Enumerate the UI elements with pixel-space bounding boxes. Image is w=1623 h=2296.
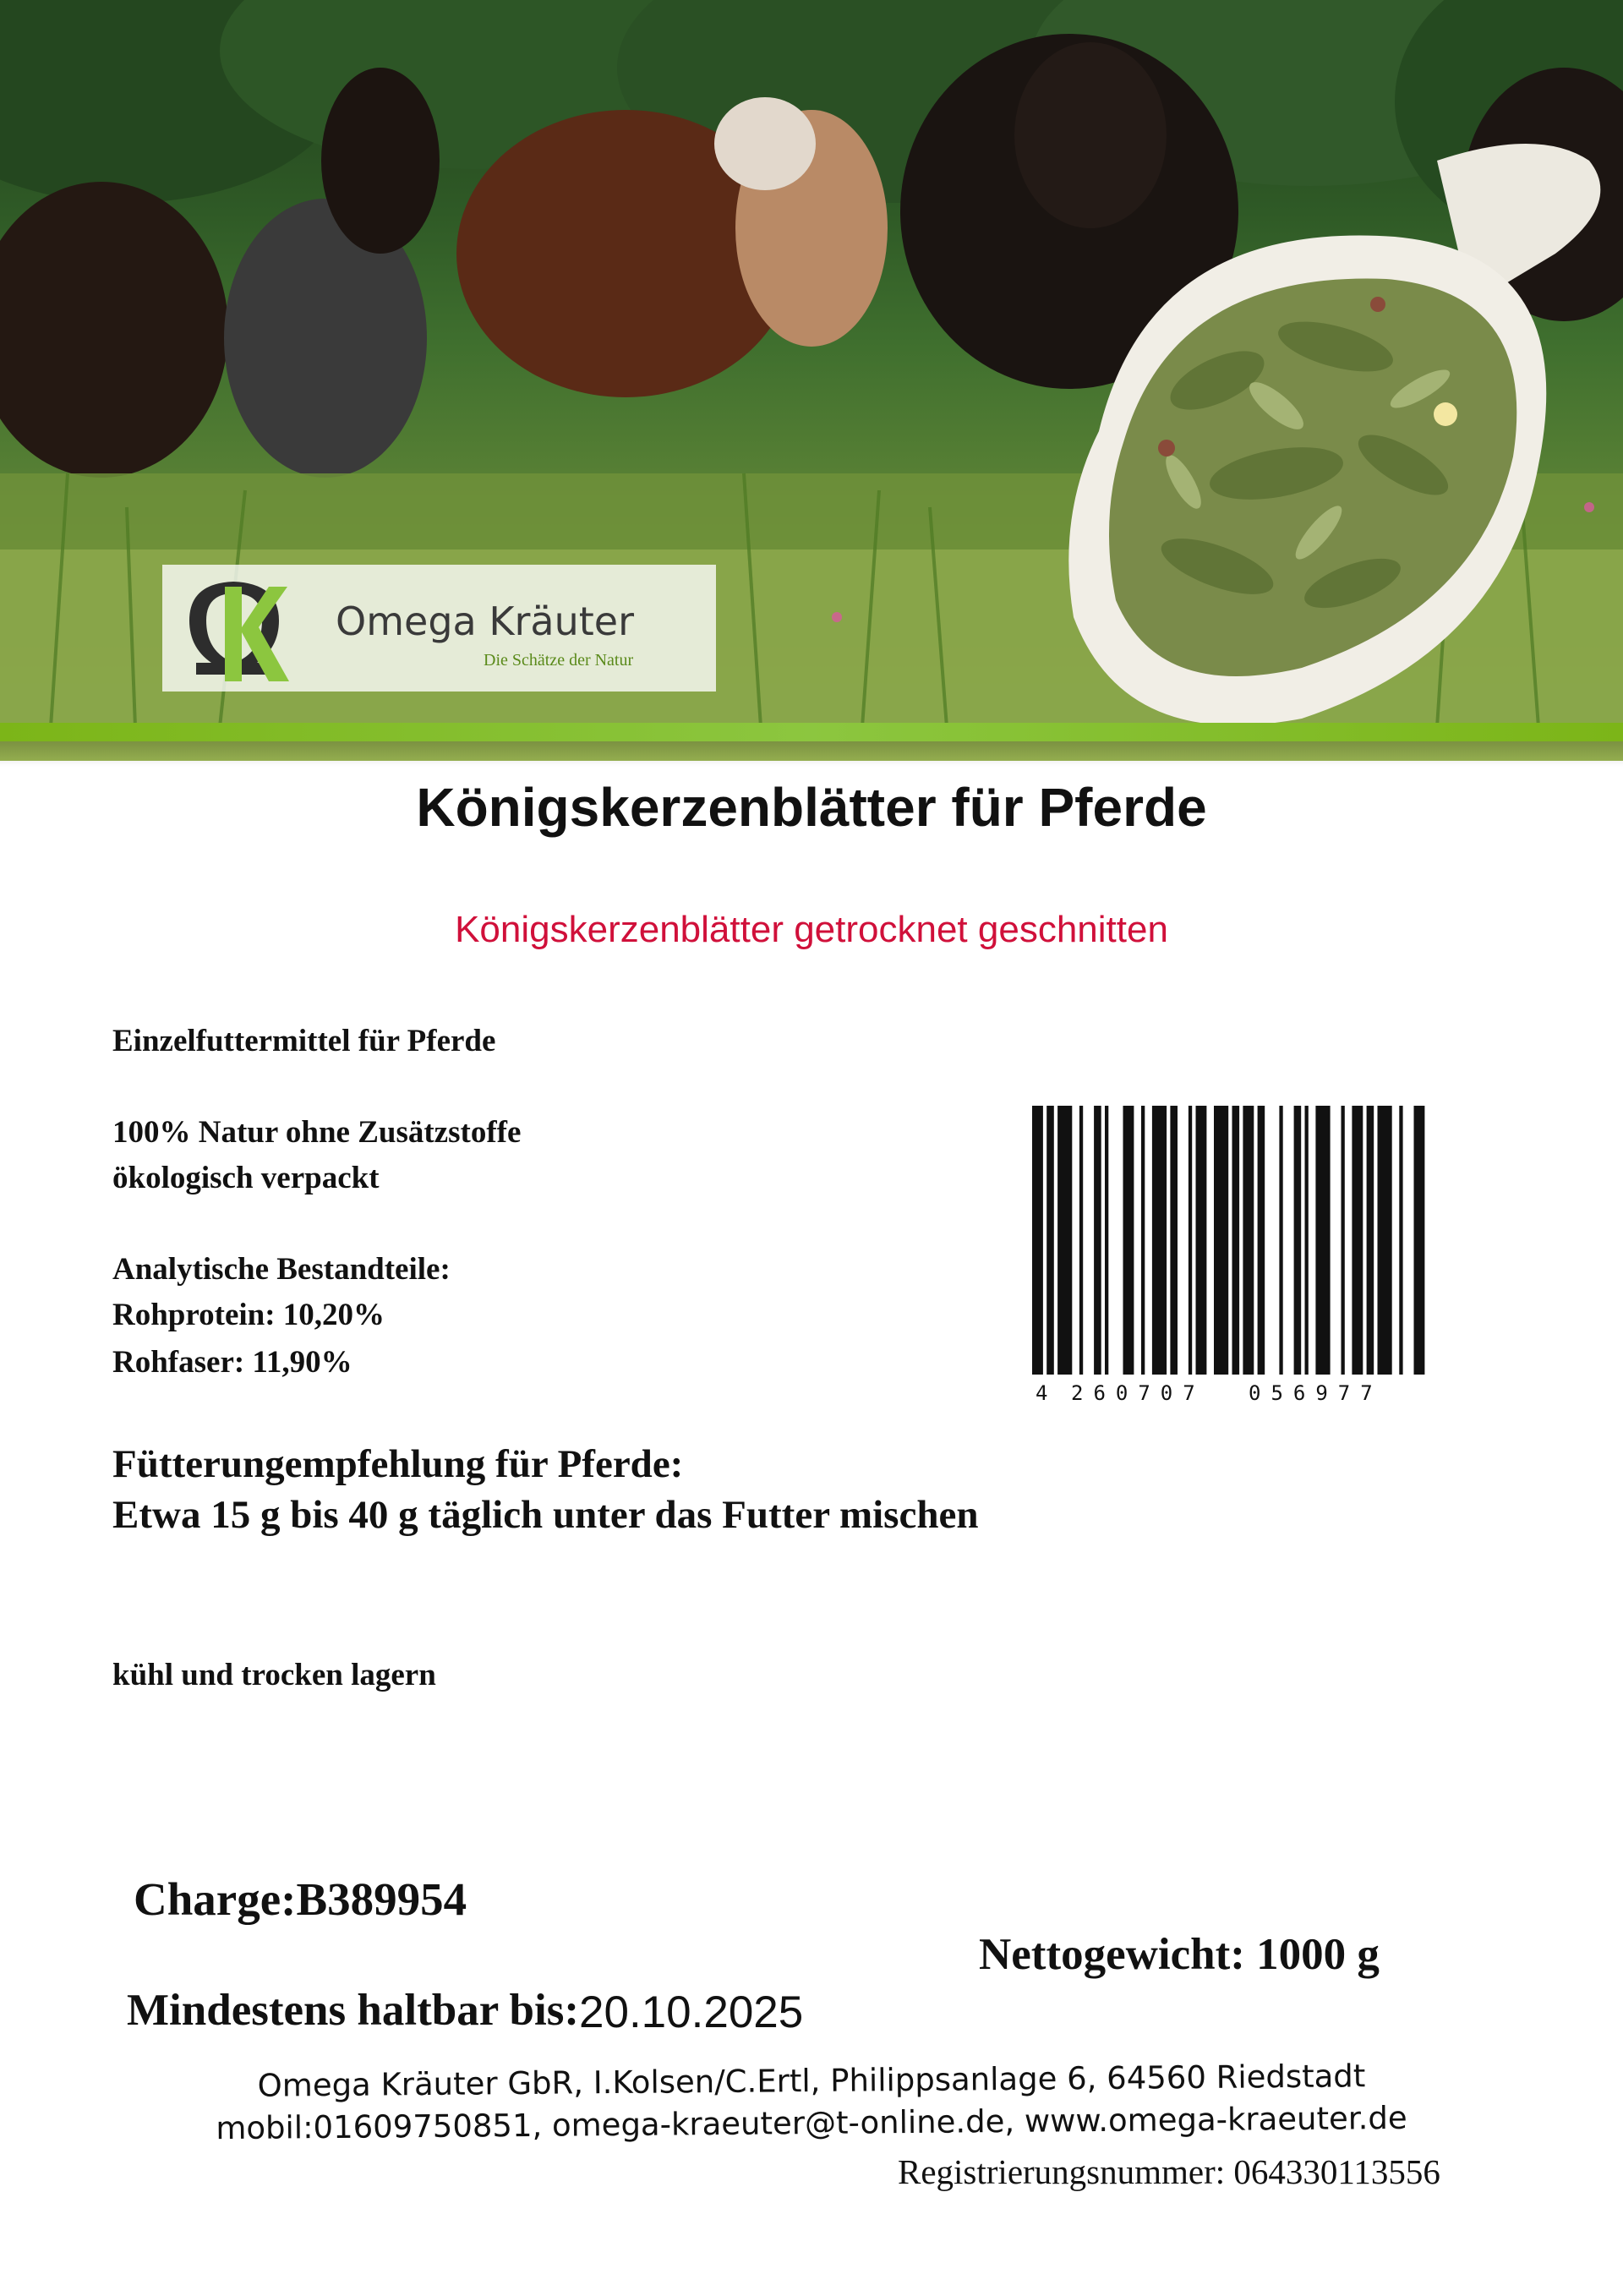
- barcode-bar: [1214, 1106, 1228, 1375]
- barcode-bar: [1123, 1106, 1134, 1375]
- barcode-bar: [1243, 1106, 1254, 1375]
- barcode-digit-lead: 4: [1036, 1381, 1048, 1405]
- barcode-digits-right: 056977: [1249, 1381, 1383, 1405]
- barcode-bar: [1232, 1106, 1240, 1375]
- best-before-date: 20.10.2025: [579, 1987, 804, 2037]
- best-before-label: Mindestens haltbar bis:: [127, 1986, 579, 2035]
- barcode-bar: [1189, 1106, 1192, 1375]
- barcode-bar: [1294, 1106, 1302, 1375]
- barcode-bar: [1305, 1106, 1309, 1375]
- analytic-heading: Analytische Bestandteile:: [112, 1252, 451, 1287]
- barcode-bar: [1315, 1106, 1330, 1375]
- accent-band: [0, 723, 1623, 741]
- barcode-bar: [1378, 1106, 1392, 1375]
- barcode-bar: [1342, 1106, 1345, 1375]
- address-line: Omega Kräuter GbR, I.Kolsen/C.Ertl, Philippsanlage 6, 64560 Riedstadt: [257, 2058, 1366, 2104]
- protein-value: Rohprotein: 10,20%: [112, 1298, 385, 1332]
- barcode-bar: [1032, 1106, 1043, 1375]
- product-title: Königskerzenblätter für Pferde: [416, 777, 1207, 838]
- natural-claim: 100% Natur ohne Zusätzstoffe: [112, 1115, 522, 1150]
- storage-note: kühl und trocken lagern: [112, 1658, 436, 1692]
- barcode-bar: [1094, 1106, 1101, 1375]
- registration-number: Registrierungsnummer: 064330113556: [898, 2152, 1440, 2191]
- omega-k-logo-icon: [181, 571, 291, 685]
- product-subtitle: Königskerzenblätter getrocknet geschnitten: [455, 909, 1168, 950]
- barcode-digits-left: 260707: [1071, 1381, 1205, 1405]
- brand-name: Omega Kräuter: [336, 599, 634, 644]
- barcode-bar: [1279, 1106, 1282, 1375]
- barcode-bar: [1399, 1106, 1402, 1375]
- barcode-bar: [1152, 1106, 1167, 1375]
- herb-scoop-icon: [997, 110, 1623, 752]
- barcode: [1027, 1106, 1433, 1406]
- feeding-heading: Fütterungempfehlung für Pferde:: [112, 1442, 684, 1486]
- barcode-bar: [1352, 1106, 1363, 1375]
- barcode-bar: [1141, 1106, 1145, 1375]
- barcode-bar: [1196, 1106, 1207, 1375]
- barcode-bar: [1367, 1106, 1374, 1375]
- barcode-bar: [1057, 1106, 1072, 1375]
- net-weight: Nettogewicht: 1000 g: [979, 1930, 1380, 1979]
- feeding-text: Etwa 15 g bis 40 g täglich unter das Futter mischen: [112, 1493, 979, 1537]
- hero-photo: [0, 0, 1623, 761]
- charge-number: Charge:B389954: [134, 1873, 467, 1925]
- barcode-bar: [1079, 1106, 1083, 1375]
- barcode-bar: [1258, 1106, 1265, 1375]
- feed-type: Einzelfuttermittel für Pferde: [112, 1024, 496, 1058]
- brand-tagline: Die Schätze der Natur: [484, 651, 634, 670]
- barcode-bars: [1032, 1106, 1424, 1375]
- fiber-value: Rohfaser: 11,90%: [112, 1345, 352, 1380]
- brand-logo: [162, 565, 716, 692]
- barcode-bar: [1170, 1106, 1178, 1375]
- barcode-bar: [1105, 1106, 1108, 1375]
- packaging-claim: ökologisch verpackt: [112, 1161, 380, 1195]
- barcode-bar: [1046, 1106, 1054, 1375]
- barcode-bar: [1414, 1106, 1425, 1375]
- band-shadow: [0, 741, 1623, 767]
- contact-line: mobil:01609750851, omega-kraeuter@t-online.de, www.omega-kraeuter.de: [216, 2099, 1407, 2147]
